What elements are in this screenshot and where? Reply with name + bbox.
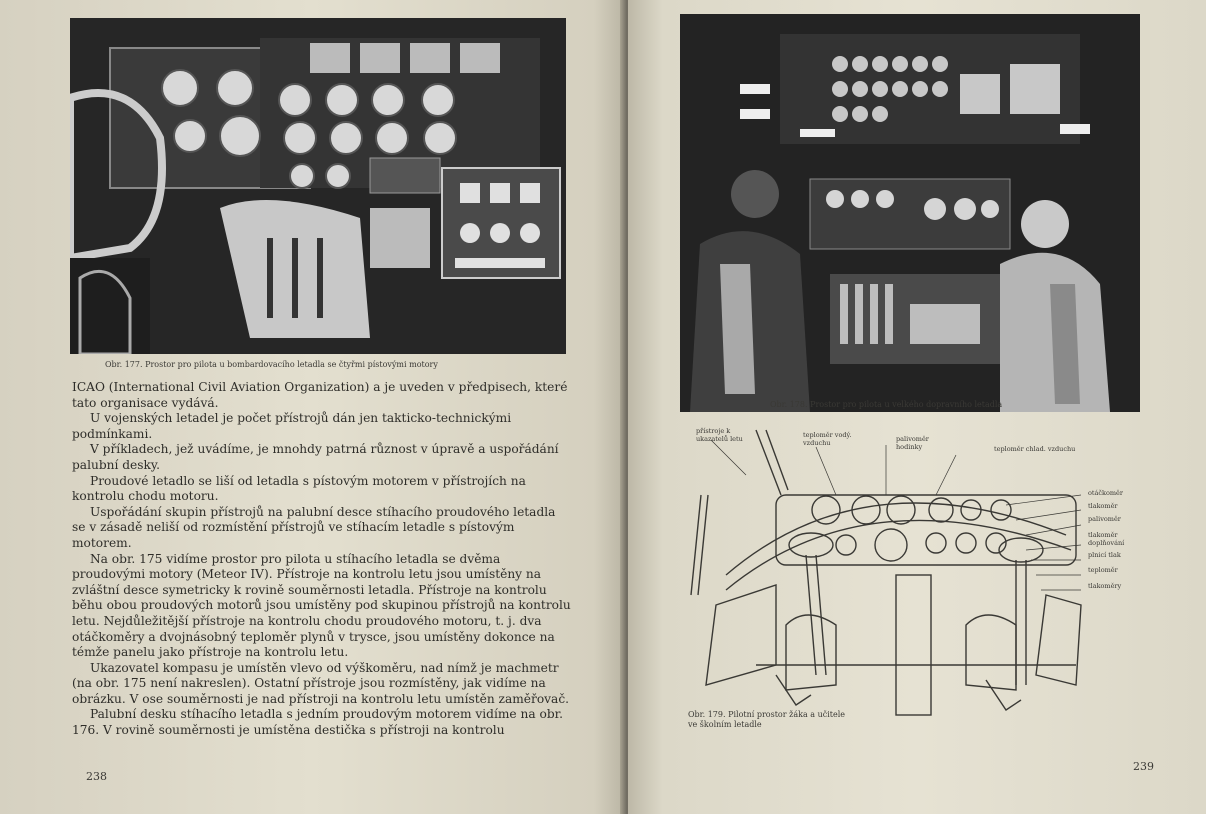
page-number: 239 (1133, 760, 1154, 773)
paragraph: Palubní desku stíhacího letadla s jedním proudovým motorem vidíme na obr. 176. V rovině souměrnosti je umístěna destička s přístroji na kontrolu (72, 707, 563, 738)
figure-179-caption: Obr. 179. Pilotní prostor žáka a učitele ve školním letadle (688, 710, 846, 729)
figure-177-caption: Obr. 177. Prostor pro pilota u bombardovacího letadla se čtyřmi pístovými motory (105, 360, 438, 369)
cockpit-photo-bomber (70, 18, 566, 354)
cockpit-photo-airliner (680, 14, 1140, 412)
callout-label: palivoměr hodinky (896, 435, 929, 451)
page-number: 238 (86, 770, 107, 783)
figure-178-caption: Obr. 178. Prostor pro pilota u velkého dopravního letadla (770, 400, 1003, 409)
left-page-text (72, 380, 572, 739)
callout-label: otáčkoměr (1088, 489, 1124, 497)
paragraph: Uspořádání skupin přístrojů na palubní desce stíhacího proudového letadla se v zásadě neliší od rozmístění přístrojů ve stíhacím letadle s pístovým motorem. (72, 504, 556, 550)
callout-label: teploměr (1088, 566, 1118, 574)
callout-label: teploměr vodý. vzduchu (803, 431, 852, 447)
right-page (628, 0, 1206, 814)
paragraph: Na obr. 175 vidíme prostor pro pilota u stíhacího letadla se dvěma proudovými motory (Meteor IV). Přístroje na kontrolu letu jsou umístěny na zvláštní desce symetricky k rovině souměrnosti letadla. Přístroje na kontrolu běhu obou proudových motorů jsou umístěny pod skupinou přístrojů na kontrolu letu. Nejdůležitější přístroje na kontrolu chodu proudového motoru, t. j. dva otáčkoměry a dvojnásobný teploměr plynů v trysce, jsou umístěny dokonce na témže panelu jako přístroje na kontrolu letu. (72, 551, 571, 660)
callout-label: teploměr chlad. vzduchu (994, 445, 1076, 453)
cockpit-line-drawing (686, 425, 1086, 735)
paragraph: V příkladech, jež uvádíme, je mnohdy patrná různost v úpravě a uspořádání palubní desky. (72, 442, 559, 472)
paragraph: Ukazovatel kompasu je umístěn vlevo od výškoměru, nad nímž je machmetr (na obr. 175 není nakreslen). Ostatní přístroje jsou rozmístěny, jak vidíme na obrázku. V ose souměrnosti je nad přístroji na kontrolu letu umístěn zaměřovač. (72, 660, 570, 706)
paragraph: ICAO (International Civil Aviation Organization) a je uveden v předpisech, které tato organisace vydává. (72, 380, 568, 410)
callout-label: tlakoměr doplňování (1088, 531, 1125, 547)
callout-label: tlakoměry (1088, 582, 1122, 590)
callout-label: tlakoměr (1088, 502, 1118, 510)
paragraph: U vojenských letadel je počet přístrojů dán jen takticko-technickými podmínkami. (72, 411, 512, 441)
callout-label: plnicí tlak (1088, 551, 1121, 559)
callout-label: palivoměr (1088, 515, 1121, 523)
callout-label: přístroje k ukazatelů letu (696, 427, 743, 443)
paragraph: Proudové letadlo se liší od letadla s pístovým motorem v přístrojích na kontrolu chodu motoru. (72, 473, 526, 504)
